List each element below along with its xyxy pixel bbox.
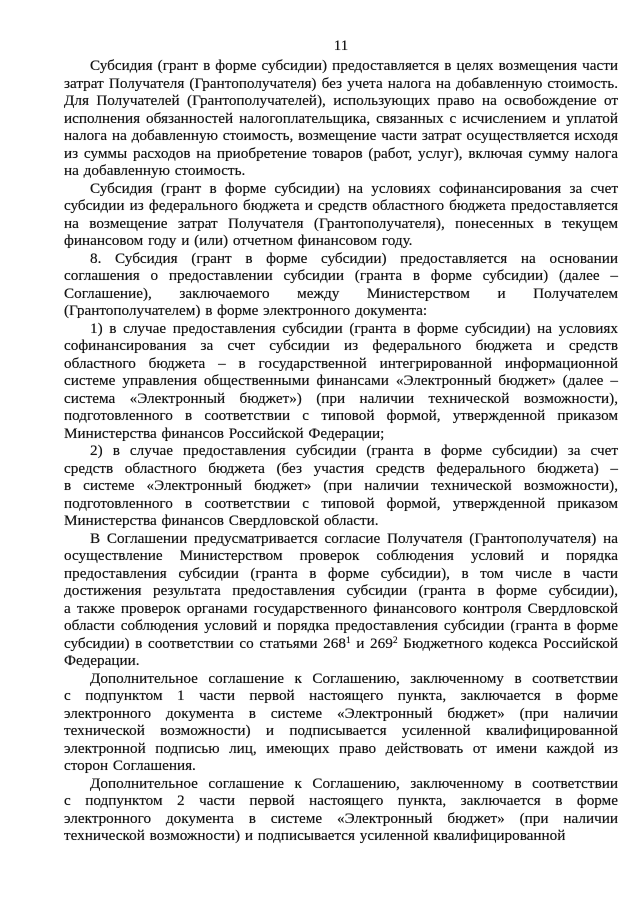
paragraph-cofinancing: Субсидия (грант в форме субсидии) на условиях софинансирования за счет субсидии из федерального бюджета и средств областного бюджета предоставляется на возмещение затрат Получателя (Грантополучателя), понесенных в текущем финансовом году и (или) отчетном финансовом году. bbox=[64, 179, 618, 249]
paragraph-subitem-1: 1) в случае предоставления субсидии (гранта в форме субсидии) на условиях софинансирования за счет субсидии из федерального бюджета и средств областного бюджета – в государственной интегрированной информационной системе управления общественными финансами «Электронный бюджет» (далее – система «Электронный бюджет») (при наличии технической возможности), подготовленного в соответствии с типовой формой, утвержденной приказом Министерства финансов Российской Федерации; bbox=[64, 319, 618, 442]
paragraph-text: В Соглашении предусматривается согласие Получателя (Грантополучателя) на осуществление Министерством проверок соблюдения условий и порядка предоставления субсидии (гранта в форме субсидии), в том числе в части достижения результата предоставления субсидии (гранта в форме субсидии), а также проверок органами государственного финансового контроля Свердловской области соблюдения условий и порядка предоставления субсидии (гранта в форме субсидии) в соответствии со статьями 268 bbox=[64, 529, 618, 652]
paragraph-subitem-2: 2) в случае предоставления субсидии (гранта в форме субсидии) за счет средств областного бюджета (без участия средств федерального бюджета) – в системе «Электронный бюджет» (при наличии технической возможности), подготовленного в соответствии с типовой формой, утвержденной приказом Министерства финансов Свердловской области. bbox=[64, 442, 618, 529]
paragraph-supplementary-agreement-1: Дополнительное соглашение к Соглашению, заключенному в соответствии с подпунктом 1 части первой настоящего пункта, заключается в форме электронного документа в системе «Электронный бюджет» (при наличии технической возможности) и подписывается усиленной квалифицированной электронной подписью лиц, имеющих право действовать от имени каждой из сторон Соглашения. bbox=[64, 669, 618, 774]
footnote-ref-2: 2 bbox=[392, 635, 398, 646]
paragraph-supplementary-agreement-2: Дополнительное соглашение к Соглашению, заключенному в соответствии с подпунктом 2 части первой настоящего пункта, заключается в форме электронного документа в системе «Электронный бюджет» (при наличии технической возможности) и подписывается усиленной квалифицированной bbox=[64, 774, 618, 844]
page-number: 11 bbox=[333, 38, 349, 54]
footnote-ref-1: 1 bbox=[345, 635, 351, 646]
paragraph-agreement-consent bbox=[64, 530, 618, 670]
paragraph-text: и 269 bbox=[350, 634, 393, 652]
paragraph-text: Бюджетного кодекса Российской Федерации. bbox=[64, 634, 618, 669]
document-body bbox=[64, 57, 618, 845]
paragraph-subsidy-purpose: Субсидия (грант в форме субсидии) предоставляется в целях возмещения части затрат Получателя (Грантополучателя) без учета налога на добавленную стоимость. Для Получателей (Грантополучателей), использующих право на освобождение от исполнения обязанностей налогоплательщика, связанных с исчислением и уплатой налога на добавленную стоимость, возмещение части затрат осуществляется исходя из суммы расходов на приобретение товаров (работ, услуг), включая сумму налога на добавленную стоимость. bbox=[64, 57, 618, 179]
paragraph-item-8: 8. Субсидия (грант в форме субсидии) предоставляется на основании соглашения о предоставлении субсидии (гранта в форме субсидии) (далее – Соглашение), заключаемого между Министерством и Получателем (Грантополучателем) в форме электронного документа: bbox=[64, 249, 618, 319]
